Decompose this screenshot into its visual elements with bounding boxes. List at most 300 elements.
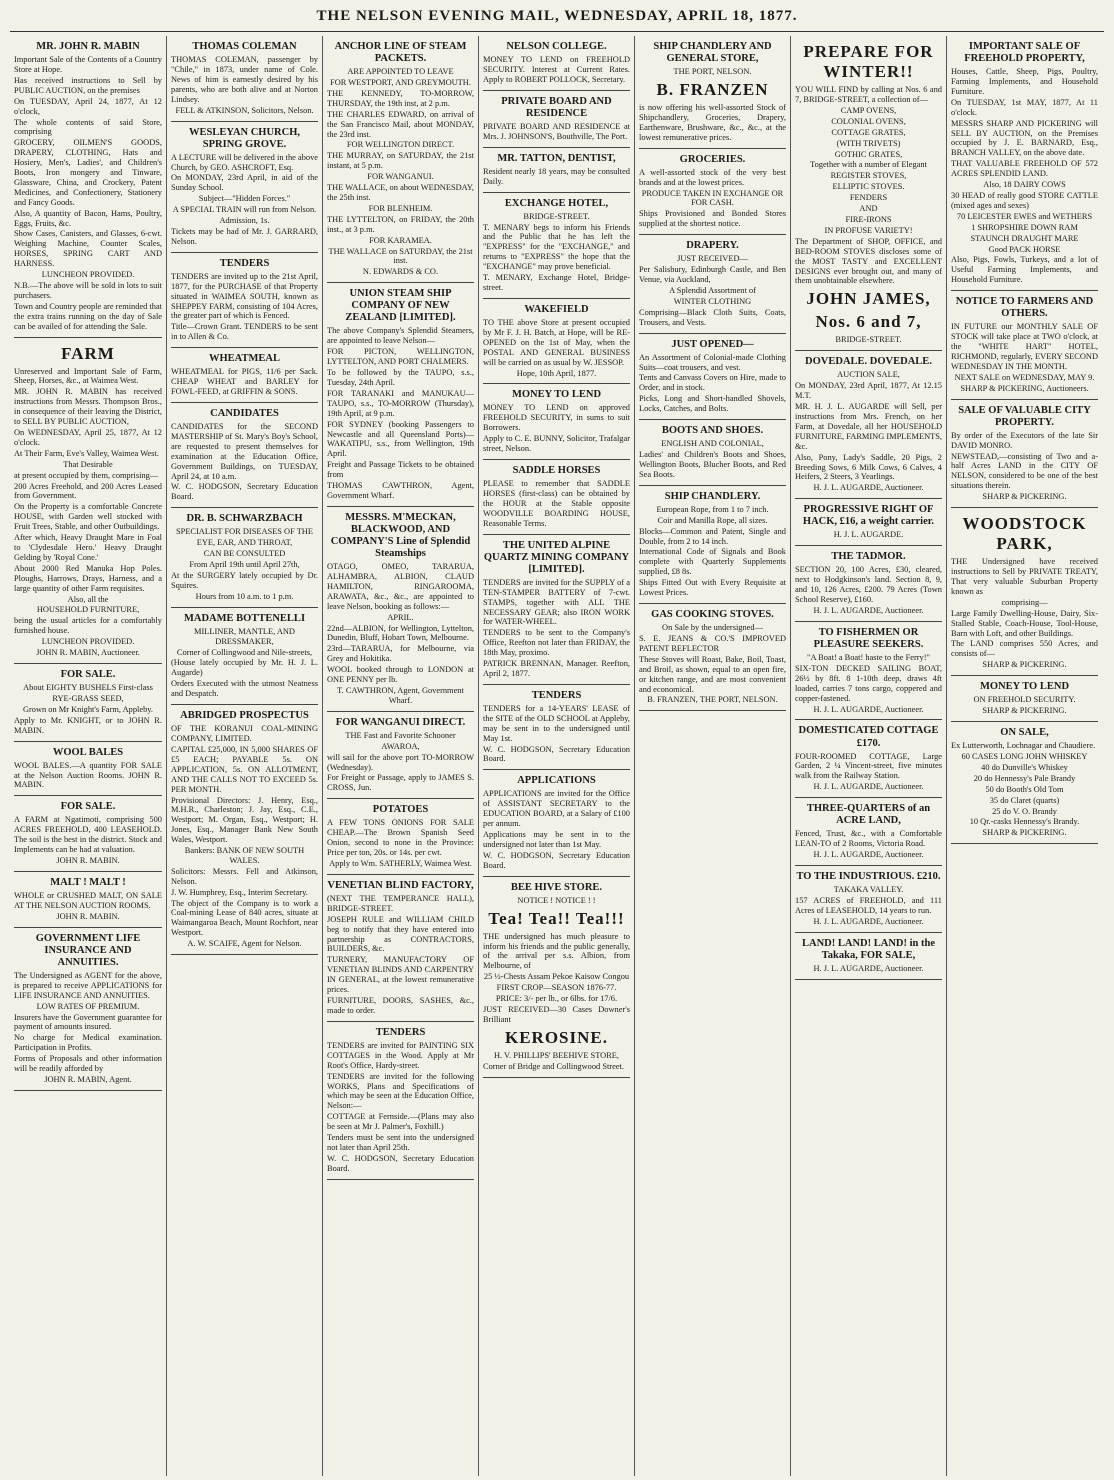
ad-text: The object of the Company is to work a Coal-mining Lease of 840 acres, situate at Waimangaroa Beach, Mount Rochfort, near Westport.	[171, 898, 318, 938]
advertisement	[639, 36, 786, 149]
advertisement	[483, 877, 630, 1078]
ad-heading: IMPORTANT SALE OF FREEHOLD PROPERTY,	[964, 41, 1085, 65]
column-6	[790, 36, 946, 1476]
ad-text: LUNCHEON PROVIDED.	[41, 637, 135, 647]
ad-heading: UNION STEAM SHIP COMPANY OF NEW ZEALAND [LIMITED].	[345, 288, 456, 324]
column-4	[478, 36, 634, 1476]
ad-text: Comprising—Black Cloth Suits, Coats, Trousers, and Vests.	[639, 307, 786, 327]
ad-heading: THE TADMOR.	[831, 551, 906, 563]
ad-text: T. MENARY begs to inform his Friends and the Public that he has left the "EXPRESS" for the "EXCHANGE," and returns to "EXPRESS" the hope that the "EXCHANGE" may prove beneficial.	[483, 222, 630, 272]
ad-text: H. J. L. AUGARDE, Auctioneer.	[813, 483, 924, 493]
ad-text: IN PROFUSE VARIETY!	[824, 225, 913, 235]
ad-heading: TENDERS	[531, 689, 582, 701]
ad-text: H. J. L. AUGARDE, Auctioneer.	[813, 916, 924, 926]
ad-text: FIRE-IRONS	[845, 214, 892, 224]
ad-text: 40 do Dunville's Whiskey	[981, 762, 1068, 772]
column-1	[10, 36, 166, 1476]
ad-text: 1 SHROPSHIRE DOWN RAM	[971, 222, 1078, 232]
ad-text: Picks, Long and Short-handled Shovels, Locks, Catches, and Bolts.	[639, 394, 786, 414]
ad-text: 20 do Hennessy's Pale Brandy	[973, 773, 1076, 783]
advertisement	[171, 608, 318, 705]
ad-text: THOMAS COLEMAN, passenger by "Chile," in 1873, under name of Cole. News of him is earnestly desired by his parents, who are both alive and at Norton Lindsey.	[171, 55, 318, 104]
advertisement	[327, 36, 474, 283]
ad-text: W. C. HODGSON, Secretary Education Board.	[171, 482, 318, 502]
ad-heading: TENDERS	[375, 1026, 426, 1038]
ad-text: The above Company's Splendid Steamers, are appointed to leave Nelson—	[327, 326, 474, 346]
ad-text: ARE APPOINTED TO LEAVE	[347, 67, 454, 77]
ad-heading: POTATOES	[372, 804, 429, 816]
ad-text: 25 do V. O. Brandy	[992, 806, 1057, 816]
ad-text: 70 LEICESTER EWES and WETHERS	[956, 211, 1093, 221]
ad-text: About 2000 Red Manuka Hop Poles. Ploughs, Harrows, Drays, Harness, and a large quantity of other Farm requisites.	[14, 563, 162, 593]
ad-text: B. FRANZEN	[656, 80, 769, 100]
ad-text: TAKAKA VALLEY.	[833, 885, 904, 895]
ad-text: Admission, 1s.	[219, 216, 270, 226]
advertisement	[483, 535, 630, 685]
ad-text: TO THE above Store at present occupied by Mr F. J. H. Batch, at Hope, will be RE-OPENED on the 1st of May, when the POSTAL AND GENERAL BUSINESS will be carried on as usual by W. JESSOP.	[483, 317, 630, 367]
ad-text: (NEXT THE TEMPERANCE HALL), BRIDGE-STREET.	[327, 893, 474, 913]
ad-text: The Undersigned as AGENT for the above, is prepared to receive APPLICATIONS for LIFE INSURANCE AND ANNUITIES.	[14, 970, 162, 1000]
column-2	[166, 36, 322, 1476]
ad-text: These Stoves will Roast, Bake, Boil, Toast, and Broil, as shown, equal to an open fire, or kitchen range, and are most convenient and economical.	[639, 654, 786, 694]
advertisement	[951, 722, 1098, 844]
ad-text: ENGLISH AND COLONIAL,	[661, 439, 764, 449]
advertisement	[483, 91, 630, 148]
ad-text: SHARP & PICKERING.	[982, 706, 1067, 716]
ad-text: Ships Provisioned and Bonded Stores supplied at the shortest notice.	[639, 209, 786, 229]
ad-text: Subject—"Hidden Forces."	[198, 194, 291, 204]
advertisement	[639, 486, 786, 604]
ad-text: COLONIAL OVENS,	[831, 116, 906, 126]
ad-heading: DOVEDALE. DOVEDALE.	[805, 356, 932, 368]
ad-text: On WEDNESDAY, April 25, 1877, At 12 o'clock.	[14, 428, 162, 447]
ad-text: OTAGO, OMEO, TARARUA, ALHAMBRA, ALBION, CLAUD HAMILTON, RINGAROOMA, ARAWATA, &c., &c., are appointed to leave Nelson, booking as follows:—	[327, 562, 474, 611]
ad-text: at present occupied by them, comprising—	[14, 470, 159, 480]
ad-text: COTTAGE GRATES,	[831, 127, 906, 137]
ad-heading: WESLEYAN CHURCH, SPRING GROVE.	[188, 126, 301, 150]
advertisement	[171, 122, 318, 253]
ad-text: ON FREEHOLD SECURITY.	[973, 695, 1076, 705]
ad-text: GROCERY, OILMEN'S GOODS, DRAPERY, CLOTHING, Hats and Hosiery, Men's, Ladies', and Children's Boots, Iron mongery and Tinware, Glassware, China, and Crockery, Patent Medicines, and Confectionery, Stationery and Fancy Goods.	[14, 138, 162, 207]
ad-text: To be followed by the TAUPO, s.s., Tuesday, 24th April.	[327, 368, 474, 387]
ad-text: The Department of SHOP, OFFICE, and BED-ROOM STOVES discloses some of the MOST TASTY and EXCELLENT DESIGNS ever brought out, and many of them unobtainable elsewhere.	[795, 236, 942, 286]
ad-text: Also, A quantity of Bacon, Hams, Poultry, Eggs, Fruits, &c.	[14, 208, 162, 228]
advertisement	[327, 1022, 474, 1180]
ad-text: MR. H. J. L. AUGARDE will Sell, per instructions from Mrs. French, on her Farm, at Dovedale, all her HOUSEHOLD FURNITURE, FARMING IMPLEMENTS, &c.	[795, 402, 942, 451]
ad-text: J. W. Humphrey, Esq., Interim Secretary.	[171, 887, 308, 897]
ad-text: A well-assorted stock of the very best brands and at the lowest prices.	[639, 167, 786, 187]
ad-text: Solicitors: Messrs. Fell and Atkinson, Nelson.	[171, 866, 318, 886]
ad-text: Also, all the	[67, 594, 109, 604]
ad-text: Fenced, Trust, &c., with a Comfortable LEAN-TO of 2 Rooms, Victoria Road.	[795, 829, 942, 849]
ad-text: FELL & ATKINSON, Solicitors, Nelson.	[175, 105, 314, 115]
advertisement	[14, 36, 162, 338]
ad-text: A. W. SCAIFE, Agent for Nelson.	[187, 939, 302, 949]
column-7	[946, 36, 1102, 1476]
ad-text: 23rd—TARARUA, for Melbourne, via Grey and Hokitika.	[327, 644, 474, 664]
ad-text: B. FRANZEN, THE PORT, NELSON.	[647, 695, 778, 705]
ad-text: Has received instructions to Sell by PUBLIC AUCTION, on the premises	[14, 75, 162, 95]
advertisement	[14, 742, 162, 797]
ad-text: International Code of Signals and Book complete with Quarterly Supplements supplied, £8 8s.	[639, 547, 786, 577]
advertisement	[639, 235, 786, 333]
ad-text: H. J. L. AUGARDE, Auctioneer.	[813, 704, 924, 714]
ad-text: THOMAS CAWTHRON, Agent, Government Wharf.	[327, 481, 474, 500]
ad-text: On the Property is a comfortable Concrete HOUSE, with Garden well stocked with Fruit Trees, Stable, and other Outbuildings.	[14, 502, 162, 532]
advertisement	[639, 149, 786, 236]
ad-text: SHARP & PICKERING.	[982, 828, 1067, 838]
ad-text: WHOLE or CRUSHED MALT, ON SALE AT THE NELSON AUCTION ROOMS.	[14, 890, 162, 910]
ad-heading: THE UNITED ALPINE QUARTZ MINING COMPANY [LIMITED].	[483, 539, 630, 575]
ad-heading: JUST OPENED—	[671, 338, 754, 350]
advertisement	[951, 291, 1098, 399]
ad-text: No charge for Medical examination. Participation in Profits.	[14, 1033, 162, 1053]
ad-heading: MESSRS. M'MECKAN, BLACKWOOD, AND COMPANY'S Line of Splendid Steamships	[330, 511, 471, 560]
advertisement	[171, 36, 318, 122]
ad-text: OF THE KORANUI COAL-MINING COMPANY, LIMITED.	[171, 724, 318, 744]
ad-heading: CANDIDATES	[210, 407, 279, 419]
ad-text: H. J. L. AUGARDE, Auctioneer.	[813, 850, 924, 860]
advertisement	[795, 36, 942, 351]
ad-text: AND	[859, 204, 878, 214]
advertisement	[14, 796, 162, 872]
ad-text: W. C. HODGSON, Secretary Education Board.	[327, 1153, 474, 1173]
ad-text: JUST RECEIVED—30 Cases Downer's Brilliant	[483, 1005, 630, 1024]
ad-heading: FOR SALE.	[60, 668, 116, 680]
ad-text: KEROSINE.	[505, 1027, 608, 1047]
ad-text: European Rope, from 1 to 7 inch.	[656, 504, 769, 514]
ad-text: (WITH TRIVETS)	[836, 138, 901, 148]
ad-text: Applications may be sent in to the undersigned not later than 1st May.	[483, 830, 630, 849]
ad-text: FOUR-ROOMED COTTAGE, Large Garden, 2 ¼ Vincent-street, five minutes walk from the Railway Station.	[795, 751, 942, 781]
ad-heading: BOOTS AND SHOES.	[661, 425, 764, 437]
ad-text: will sail for the above port TO-MORROW (Wednesday).	[327, 752, 474, 772]
masthead: THE NELSON EVENING MAIL, WEDNESDAY, APRIL 18, 1877.	[10, 8, 1104, 32]
advertisement	[483, 460, 630, 535]
advertisement	[171, 403, 318, 508]
ad-text: 157 ACRES of FREEHOLD, and 111 Acres of LEASEHOLD, 14 years to run.	[795, 896, 942, 915]
ad-text: Tea! Tea!! Tea!!!	[488, 908, 625, 928]
ad-text: APPLICATIONS are invited for the Office of ASSISTANT SECRETARY to the EDUCATION BOARD, at a Salary of £100 per annum.	[483, 789, 630, 829]
advertisement	[14, 928, 162, 1091]
ad-text: Corner of Bridge and Collingwood Street.	[483, 1061, 624, 1071]
ad-text: On Sale by the undersigned—	[662, 623, 763, 633]
ad-text: H. J. L. AUGARDE, Auctioneer.	[813, 963, 924, 973]
ad-text: Houses, Cattle, Sheep, Pigs, Poultry, Farming Implements, and Household Furniture.	[951, 67, 1098, 96]
advertisement	[639, 420, 786, 486]
ad-text: comprising—	[1001, 597, 1048, 607]
ad-text: Important Sale of the Contents of a Country Store at Hope.	[14, 55, 162, 74]
ad-text: SHARP & PICKERING.	[982, 492, 1067, 502]
ad-text: FURNITURE, DOORS, SASHES, &c., made to order.	[327, 996, 474, 1015]
advertisement	[14, 872, 162, 928]
ad-heading: ABRIDGED PROSPECTUS	[180, 710, 309, 722]
advertisement	[951, 676, 1098, 722]
ad-text: By order of the Executors of the late Sir DAVID MONRO.	[951, 430, 1098, 450]
advertisement	[795, 622, 942, 721]
ad-heading: WOOL BALES	[52, 746, 124, 758]
ad-heading: ON SALE,	[1000, 727, 1049, 739]
ad-heading: THOMAS COLEMAN	[192, 41, 297, 52]
ad-heading: SADDLE HORSES	[512, 465, 601, 476]
ad-text: AWAROA,	[381, 741, 420, 751]
ad-text: A LECTURE will be delivered in the above Church, by GEO. ASHCROFT, Esq.	[171, 152, 318, 172]
ad-text: The whole contents of said Store, comprising	[14, 117, 162, 137]
ad-text: JOHN R. MABIN, Auctioneer.	[36, 648, 140, 658]
ad-text: FOR BLENHEIM.	[368, 203, 433, 213]
ad-text: PLEASE to remember that SADDLE HORSES (first-class) can be obtained by the HOUR at the Stable opposite WOODVILLE BOARDING HOUSE, Reasonable Terms.	[483, 479, 630, 528]
ad-text: W. C. HODGSON, Secretary Education Board.	[483, 744, 630, 764]
ad-text: Tickets may be had of Mr. J. GARRARD, Nelson.	[171, 226, 318, 246]
ad-text: "A Boat! a Boat! haste to the Ferry!"	[807, 653, 930, 662]
ad-text: Coir and Manilla Rope, all sizes.	[657, 515, 768, 525]
ad-text: RYE-GRASS SEED,	[52, 693, 124, 703]
ad-text: TENDERS are invited up to the 21st April, 1877, for the PURCHASE of that Property situated in WAIMEA SOUTH, known as SHEPPEY FARM, consisting of 104 Acres, the greater part of which is Fenced.	[171, 271, 318, 321]
ad-text: FOR KARAMEA.	[369, 235, 432, 245]
ad-text: FOR WANGANUI.	[367, 172, 434, 182]
ad-heading: NOTICE TO FARMERS AND OTHERS.	[955, 296, 1094, 320]
advertisement	[14, 664, 162, 742]
ad-text: WOOL booked through to LONDON at ONE PENNY per lb.	[327, 665, 474, 685]
ad-text: LOW RATES OF PREMIUM.	[36, 1001, 140, 1011]
ad-text: THE Fast and Favorite Schooner	[345, 730, 456, 740]
advertisement	[951, 508, 1098, 676]
ad-text: THAT VALUABLE FREEHOLD OF 572 ACRES SPLENDID LAND.	[951, 159, 1098, 179]
ad-text: PRODUCE TAKEN IN EXCHANGE OR FOR CASH.	[641, 188, 784, 208]
ad-text: JUST RECEIVED—	[677, 254, 748, 264]
ad-heading: THREE-QUARTERS of an ACRE LAND,	[806, 803, 931, 827]
advertisement	[327, 507, 474, 712]
ad-text: FOR TARANAKI and MANUKAU—TAUPO, s.s., TO-MORROW (Thursday), 19th April, at 9 p.m.	[327, 388, 474, 418]
ad-text: Orders Executed with the utmost Neatness and Despatch.	[171, 679, 318, 699]
ad-text: H. J. L. AUGARDE, Auctioneer.	[813, 605, 924, 615]
ad-text: Town and Country people are reminded that the extra trains running on the day of Sale can be availed of for attending the Sale.	[14, 301, 162, 331]
ad-text: 22nd—ALBION, for Wellington, Lyttelton, Dunedin, Bluff, Hobart Town, Melbourne.	[327, 623, 474, 643]
ad-text: FOR SYDNEY (booking Passengers to Newcastle and all Queensland Ports)—WAKATIPU, s.s., from Wellington, 19th April.	[327, 419, 474, 459]
ad-text: TENDERS to be sent to the Company's Office, Reefton not later than FRIDAY, the 18th May, proximo.	[483, 628, 630, 658]
advertisement	[171, 508, 318, 607]
ad-heading: MADAME BOTTENELLI	[183, 612, 306, 624]
ad-text: FENDERS	[849, 193, 888, 203]
ad-heading: PROGRESSIVE RIGHT OF HACK, £16, a weight carrier.	[802, 504, 935, 528]
ad-text: For Freight or Passage, apply to JAMES S. CROSS, Jun.	[327, 773, 474, 793]
ad-text: WINTER CLOTHING	[673, 296, 752, 306]
advertisement	[171, 253, 318, 348]
ad-text: PRICE: 3/- per lb., or 6lbs. for 17/6.	[495, 994, 618, 1004]
ad-heading: DOMESTICATED COTTAGE £170.	[798, 725, 939, 749]
ad-text: CAN BE CONSULTED	[203, 549, 286, 559]
ad-text: FOR WELLINGTON DIRECT.	[346, 140, 455, 150]
advertisement	[795, 798, 942, 866]
ad-text: 50 do Booth's Old Tom	[985, 784, 1064, 794]
ad-text: N.B.—The above will be sold in lots to suit purchasers.	[14, 281, 162, 300]
ad-text: Together with a number of Elegant	[810, 160, 927, 170]
advertisement	[483, 193, 630, 299]
ad-heading: FOR WANGANUI DIRECT.	[335, 716, 466, 728]
ad-text: JOHN R. MABIN.	[56, 856, 120, 866]
ad-heading: DR. B. SCHWARZBACH	[186, 513, 303, 525]
ad-text: A FARM at Ngatimoti, comprising 500 ACRES FREEHOLD, 400 LEASEHOLD. The soil is the best in the district. Stock and Implements can be had at valuation.	[14, 815, 162, 855]
ad-heading: ANCHOR LINE OF STEAM PACKETS.	[334, 41, 467, 65]
ad-text: JOHN JAMES,	[806, 289, 931, 309]
ad-heading: SALE OF VALUABLE CITY PROPERTY.	[958, 404, 1091, 428]
columns	[10, 36, 1104, 1476]
ad-text: W. C. HODGSON, Secretary Education Board.	[483, 850, 630, 870]
ad-text: Large Family Dwelling-House, Dairy, Six-Stalled Stable, Coach-House, Tool-House, Barn with Loft, and other Buildings.	[951, 608, 1098, 638]
ad-text: SHARP & PICKERING.	[982, 660, 1067, 670]
ad-text: On MONDAY, 23rd April, in aid of the Sunday School.	[171, 173, 318, 193]
ad-text: Resident nearly 18 years, may be consulted Daily.	[483, 166, 630, 186]
advertisement	[795, 546, 942, 622]
column-3	[322, 36, 478, 1476]
ad-text: REGISTER STOVES,	[830, 171, 907, 181]
ad-text: BRIDGE-STREET.	[835, 335, 902, 345]
ad-text: TENDERS for a 14-YEARS' LEASE of the SITE of the OLD SCHOOL at Appleby, may be sent in to the undersigned until May 1st.	[483, 703, 630, 743]
ad-text: TURNERY, MANUFACTORY OF VENETIAN BLINDS AND CARPENTRY IN GENERAL, at the lowest remunerative prices.	[327, 955, 474, 995]
ad-text: Also, Pony, Lady's Saddle, 20 Pigs, 2 Breeding Sows, 6 Milk Cows, 6 Calves, 4 Heifers, 2 Steers, 3 Yearlings.	[795, 452, 942, 482]
ad-text: H. J. L. AUGARDE.	[833, 530, 904, 540]
ad-heading: BEE HIVE STORE.	[510, 881, 603, 893]
ad-text: An Assortment of Colonial-made Clothing Suits—coat trousers, and vest.	[639, 352, 786, 372]
ad-text: On TUESDAY, April 24, 1877, At 12 o'clock,	[14, 96, 162, 116]
ad-text: THE WALLACE on SATURDAY, the 21st inst.	[328, 246, 473, 266]
ad-text: T. MENARY, Exchange Hotel, Bridge-street.	[483, 273, 630, 292]
advertisement	[171, 348, 318, 403]
ad-text: Bankers: BANK OF NEW SOUTH WALES.	[184, 846, 305, 865]
ad-text: GOTHIC GRATES,	[834, 149, 903, 159]
ad-text: Title—Crown Grant. TENDERS to be sent in to Allen & Co.	[171, 322, 318, 342]
ad-text: Provisional Directors: J. Henry, Esq., M.H.R., Charleston; J. Jay, Esq., C.E., Westport; M. Organ, Esq., Westport; H. Jones, Esq., Manager Bank New South Wales, Westport.	[171, 795, 318, 845]
ad-text: SIX-TON DECKED SAILING BOAT, 26½ by 8ft. 8 1-10th deep, draws 4ft loaded, carries 7 tons cargo, coppered and copper-fastened.	[795, 663, 942, 703]
ad-text: Also, Pigs, Fowls, Turkeys, and a lot of Useful Farming Implements, and Household Furniture.	[951, 255, 1098, 285]
ad-text: Ex Lutterworth, Lochnagar and Chaudiere.	[951, 741, 1096, 751]
ad-text: At Their Farm, Eve's Valley, Waimea West.	[14, 448, 159, 458]
ad-text: Good PACK HORSE	[988, 244, 1061, 254]
ad-text: A Splendid Assortment of	[669, 285, 756, 295]
ad-heading: VENETIAN BLIND FACTORY,	[327, 879, 474, 891]
ad-text: BRIDGE-STREET.	[523, 211, 590, 221]
ad-text: SECTION 20, 100 Acres, £30, cleared, next to Hodgkinson's land. Section 8, 9, and 10, 126 Acres, £200. 79 Acres (Town School Reserve), £160.	[795, 565, 942, 605]
ad-text: Apply to Wm. SATHERLY, Waimea West.	[329, 858, 472, 868]
ad-text: MESSRS SHARP AND PICKERING will SELL BY AUCTION, on the Premises occupied by J. E. BARNARD, Esq., BRANCH VALLEY, on the above date.	[951, 118, 1098, 158]
ad-text: PRIVATE BOARD AND RESIDENCE at Mrs. J. JOHNSON'S, Bouthville, The Port.	[483, 121, 630, 141]
ad-heading: NELSON COLLEGE.	[506, 41, 607, 52]
ad-text: At the SURGERY lately occupied by Dr. Squires.	[171, 570, 318, 590]
ad-heading: LAND! LAND! LAND! in the Takaka, FOR SALE,	[802, 937, 935, 961]
ad-text: Blocks—Common and Patent, Single and Double, from 2 to 14 inch.	[639, 526, 786, 546]
ad-text: CAPITAL £25,000, IN 5,000 SHARES OF £5 EACH; PAYABLE 5s. ON APPLICATION, 5s. ON ALLOTMENT, AND THE CALLS NOT TO EXCEED 5s. PER MONTH.	[171, 744, 318, 794]
ad-text: 25 ½-Chests Assam Pekoe Kaisow Congou	[483, 972, 630, 982]
column-5	[634, 36, 790, 1476]
advertisement	[639, 334, 786, 421]
ad-text: Forms of Proposals and other information will be readily afforded by	[14, 1054, 162, 1074]
ad-text: THE CHARLES EDWARD, on arrival of the San Francisco Mail, about MONDAY, the 23rd inst.	[327, 109, 474, 139]
ad-heading: MR. JOHN R. MABIN	[36, 41, 140, 52]
ad-text: STAUNCH DRAUGHT MARE	[970, 233, 1079, 243]
advertisement	[483, 36, 630, 91]
ad-heading: GAS COOKING STOVES.	[651, 609, 774, 621]
ad-text: EYE, EAR, AND THROAT,	[196, 538, 293, 548]
ad-text: 30 HEAD of really good STORE CATTLE (mixed ages and sexes)	[951, 191, 1098, 210]
ad-text: H. V. PHILLIPS' BEEHIVE STORE,	[493, 1050, 620, 1060]
ad-text: N. EDWARDS & CO.	[362, 267, 439, 277]
ad-text: Nos. 6 and 7,	[815, 312, 922, 332]
ad-heading: WHEATMEAL	[209, 353, 280, 365]
advertisement	[795, 499, 942, 546]
ad-text: WOOL BALES.—A quantity FOR SALE at the Nelson Auction Rooms. JOHN R. MABIN.	[14, 760, 162, 790]
ad-text: THE MURRAY, on SATURDAY, the 21st instant, at 5 p.m.	[327, 151, 474, 171]
ad-text: Ships Fitted Out with Every Requisite at Lowest Prices.	[639, 578, 786, 598]
ad-text: FOR WESTPORT, AND GREYMOUTH.	[330, 78, 471, 88]
ad-text: being the usual articles for a comfortably furnished house.	[14, 616, 162, 636]
ad-text: TENDERS are invited for the following WORKS, Plans and Specifications of which may be seen at the Education Office, Nelson:—	[327, 1071, 474, 1111]
ad-text: A SPECIAL TRAIN will run from Nelson.	[172, 205, 317, 215]
advertisement	[951, 36, 1098, 291]
ad-heading: GOVERNMENT LIFE INSURANCE AND ANNUITIES.	[35, 932, 141, 968]
ad-text: MONEY TO LEND on FREEHOLD SECURITY. Interest at Current Rates. Apply to ROBERT POLLOCK, Secretary.	[483, 55, 630, 84]
advertisement	[327, 712, 474, 800]
ad-heading: MONEY TO LEND	[511, 389, 602, 401]
ad-text: Grown on Mr Knight's Farm, Appleby.	[22, 704, 154, 714]
ad-text: Tents and Canvass Covers on Hire, made to Order, and in stock.	[639, 373, 786, 393]
ad-text: TENDERS are invited for the SUPPLY of a TEN-STAMPER BATTERY of 7-cwt. STAMPS, together with ALL THE NECESSARY GEAR; also IRON WORK for WATER-WHEEL.	[483, 577, 630, 627]
advertisement	[483, 770, 630, 876]
ad-text: 10 Qr.-casks Hennessy's Brandy.	[969, 817, 1080, 827]
ad-text: SPECIALIST FOR DISEASES OF THE	[176, 527, 313, 537]
ad-text: FOR PICTON, WELLINGTON, LYTTELTON, AND PORT CHALMERS.	[327, 347, 474, 367]
ad-heading: MALT ! MALT !	[50, 876, 126, 888]
ad-heading: WAKEFIELD	[524, 303, 589, 315]
advertisement	[483, 384, 630, 460]
ad-text: Tenders must be sent into the undersigned not later than April 25th.	[327, 1133, 474, 1152]
ad-heading: TENDERS	[219, 257, 270, 269]
ad-text: T. CAWTHRON, Agent, Government Wharf.	[337, 685, 464, 705]
ad-text: Corner of Collingwood and Nile-streets,	[176, 647, 313, 657]
ad-text: ELLIPTIC STOVES.	[832, 182, 905, 192]
ad-text: SHARP & PICKERING, Auctioneers.	[960, 383, 1089, 393]
ad-heading: EXCHANGE HOTEL,	[504, 197, 609, 209]
ad-text: From April 19th until April 27th,	[189, 560, 300, 570]
ad-text: COTTAGE at Fernside.—(Plans may also be seen at Mr J. Palmer's, Foxhill.)	[327, 1112, 474, 1132]
ad-text: Hope, 10th April, 1877.	[516, 368, 597, 378]
ad-text: CANDIDATES for the SECOND MASTERSHIP of St. Mary's Boy's School, are requested to present themselves for examination at the Education Office, Government Buildings, on TUESDAY, April 24, at 10 a.m.	[171, 422, 318, 481]
ad-text: H. J. L. AUGARDE, Auctioneer.	[813, 782, 924, 792]
ad-text: FIRST CROP—SEASON 1876-77.	[496, 983, 617, 993]
ad-text: Apply to Mr. KNIGHT, or to JOHN R. MABIN.	[14, 715, 162, 735]
ad-text: THE Undersigned have received instructions to Sell by PRIVATE TREATY, That very valuable Suburban Property known as	[951, 557, 1098, 596]
ad-heading: PRIVATE BOARD AND RESIDENCE	[501, 95, 612, 119]
advertisement	[483, 148, 630, 193]
ad-text: MONEY TO LEND on approved FREEHOLD SECURITY, in sums to suit Borrowers.	[483, 403, 630, 433]
advertisement	[795, 933, 942, 980]
ad-text: Show Cases, Canisters, and Glasses, 6-cwt. Weighing Machine, Counter Scales, HORSES, SPRING CART AND HARNESS.	[14, 229, 162, 269]
ad-text: (House lately occupied by Mr. H. J. L. Augarde)	[171, 658, 318, 678]
advertisement	[327, 875, 474, 1022]
ad-heading: MONEY TO LEND	[979, 681, 1070, 693]
ad-heading: DRAPERY.	[686, 240, 739, 252]
advertisement	[795, 720, 942, 798]
ad-heading: TO THE INDUSTRIOUS. £210.	[796, 871, 941, 883]
ad-text: WHEATMEAL for PIGS, 11/6 per Sack. CHEAP WHEAT and BARLEY for FOWL-FEED, at GRIFFIN & SONS.	[171, 367, 318, 397]
ad-text: 35 do Claret (quarts)	[989, 795, 1060, 805]
ad-text: NEWSTEAD,—consisting of Two and a-half Acres LAND in the CITY OF NELSON, considered to be one of the best situations therein.	[951, 451, 1098, 491]
ad-text: Unreserved and Important Sale of Farm, Sheep, Horses, &c., at Waimea West.	[14, 366, 162, 386]
ad-text: On TUESDAY, 1st MAY, 1877, At 11 o'clock.	[951, 97, 1098, 117]
ad-text: After which, Heavy Draught Mare in Foal to 'Clydesdale Hero.' Heavy Draught Gelding by 'Royal Cone.'	[14, 533, 162, 562]
ad-text: Apply to C. E. BUNNY, Solicitor, Trafalgar street, Nelson.	[483, 434, 631, 454]
ad-heading: WOODSTOCK PARK,	[962, 514, 1087, 554]
ad-text: JOHN R. MABIN.	[56, 911, 120, 921]
